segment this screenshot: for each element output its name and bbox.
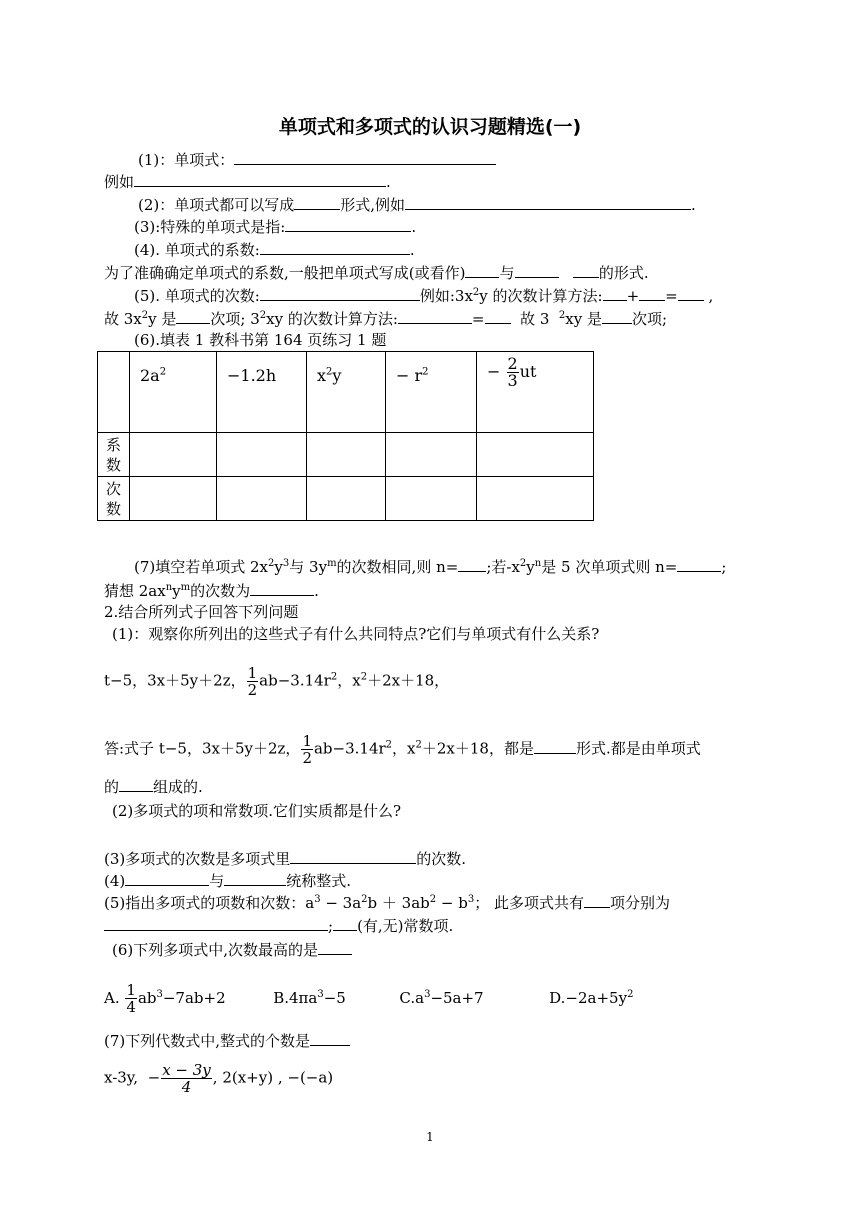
table-cell[interactable] xyxy=(217,433,307,477)
row-label-coefficient: 系数 xyxy=(98,433,130,477)
blank[interactable] xyxy=(485,308,511,324)
table-cell[interactable] xyxy=(386,433,477,477)
table-row xyxy=(98,433,594,477)
question-2-heading: 2.结合所列式子回答下列问题 xyxy=(104,603,299,621)
table-cell[interactable] xyxy=(477,433,594,477)
table-cell[interactable] xyxy=(217,477,307,521)
options-line xyxy=(104,982,633,1015)
blank[interactable] xyxy=(318,939,352,955)
table-header-cell: $2a^2$ xyxy=(130,352,217,433)
question-2-3: (3)多项式的次数是多项式里 的次数. xyxy=(104,850,467,868)
table-cell[interactable] xyxy=(307,433,386,477)
page-number: 1 xyxy=(426,1130,434,1144)
option-d[interactable]: $D.-2a+5y^2$ xyxy=(549,988,634,1007)
question-2-4: (4) 与 统称整式. xyxy=(104,872,352,890)
blank[interactable] xyxy=(639,285,665,301)
row-label-degree: 次数 xyxy=(98,477,130,521)
blank[interactable] xyxy=(602,308,632,324)
answer-line: 答:式子 t−5，3x＋5y＋2z， $\frac{1}{2}$ $ab-3.14r^2$，$x^2+2x+18$，都是 形式.都是由单项式 xyxy=(104,732,701,767)
page-title: 单项式和多项式的认识习题精选(一) xyxy=(278,116,582,138)
question-2-5: (5)指出多项式的项数和次数：$a^3 - 3a^2b + 3ab^2 - b^3$； 此多项式共有 项分别为 xyxy=(104,894,671,912)
item-7: (7)填空若单项式 $2x^2y^3$与 $3y^m$的次数相同,则 n= ;若$-x^2y^n$是 5 次单项式则 n= ; xyxy=(134,558,727,576)
table-cell[interactable] xyxy=(130,433,217,477)
blank[interactable] xyxy=(465,262,499,278)
item-3: (3):特殊的单项式是指: . xyxy=(134,218,417,236)
blank[interactable] xyxy=(260,285,420,301)
question-2-5-cont: ; (有,无)常数项. xyxy=(104,915,453,936)
blank[interactable] xyxy=(250,580,314,596)
blank[interactable] xyxy=(333,915,357,931)
item-4: (4). 单项式的系数: . xyxy=(134,241,415,259)
blank[interactable] xyxy=(176,308,210,324)
table-cell[interactable] xyxy=(477,477,594,521)
question-2-7: (7)下列代数式中,整式的个数是 xyxy=(104,1030,350,1051)
table-header-cell: $x^2y$ xyxy=(307,352,386,433)
blank[interactable] xyxy=(104,915,328,931)
blank[interactable] xyxy=(677,556,721,572)
fraction: $\frac{x - 3y}{4}$ xyxy=(162,1061,211,1096)
expression-list-2: x-3y, − $\frac{x - 3y}{4}$ , 2(x+y) , −(−a) xyxy=(104,1061,334,1096)
table-row xyxy=(98,477,594,521)
blank[interactable] xyxy=(573,262,599,278)
item-1-example: 例如 . xyxy=(104,173,391,191)
item-5-cont: 故 $3x^2y$ 是 次项; $3^2xy$ 的次数计算方法: = 故 3 $^2$xy 是 次项; xyxy=(104,310,668,328)
blank[interactable] xyxy=(125,870,209,886)
fraction: $\frac{1}{2}$ xyxy=(247,664,258,699)
question-2-2: (2)多项式的项和常数项.它们实质都是什么? xyxy=(112,802,402,820)
fraction: $\frac{1}{2}$ xyxy=(302,732,312,767)
table-header-cell: − $\frac{2}{3}$ ut xyxy=(477,352,594,433)
blank[interactable] xyxy=(134,171,386,187)
item-2: (2)：单项式都可以写成 形式,例如 . xyxy=(138,196,696,214)
blank[interactable] xyxy=(534,738,576,754)
table-corner-cell xyxy=(98,352,130,433)
expression-list: t−5，3x＋5y＋2z， $\frac{1}{2}$ $ab-3.14r^2$，$x^2+2x+18$， xyxy=(104,664,450,699)
blank[interactable] xyxy=(285,216,411,232)
blank[interactable] xyxy=(405,194,691,210)
table-header-cell: −1.2h xyxy=(217,352,307,433)
blank[interactable] xyxy=(398,308,472,324)
blank[interactable] xyxy=(603,285,627,301)
blank[interactable] xyxy=(260,239,410,255)
blank[interactable] xyxy=(234,149,496,165)
item-7-cont: 猜想 $2ax^ny^m$的次数为 . xyxy=(104,582,319,600)
item-1: (1)：单项式： xyxy=(138,149,496,170)
item-6: (6).填表 1 教科书第 164 页练习 1 题 xyxy=(134,331,387,349)
table-header-cell: − $r^2$ xyxy=(386,352,477,433)
table-cell[interactable] xyxy=(386,477,477,521)
option-a[interactable]: A. $\frac{1}{4}$ $ab^3-7ab+2$ xyxy=(104,981,226,1016)
blank[interactable] xyxy=(294,194,340,210)
blank[interactable] xyxy=(678,285,704,301)
question-2-6: (6)下列多项式中,次数最高的是 xyxy=(112,939,352,960)
blank[interactable] xyxy=(224,870,286,886)
option-b[interactable]: $B.4\pi a^3-5$ xyxy=(273,988,346,1007)
blank[interactable] xyxy=(515,262,559,278)
blank[interactable] xyxy=(119,776,153,792)
option-c[interactable]: $C.a^3-5a+7$ xyxy=(399,988,484,1007)
question-2-1: (1)：观察你所列出的这些式子有什么共同特点?它们与单项式有什么关系? xyxy=(112,625,600,643)
blank[interactable] xyxy=(458,556,486,572)
table-cell[interactable] xyxy=(307,477,386,521)
coefficient-degree-table xyxy=(97,351,594,521)
answer-line-cont: 的 组成的. xyxy=(104,778,203,796)
blank[interactable] xyxy=(290,848,416,864)
blank[interactable] xyxy=(584,892,610,908)
blank[interactable] xyxy=(310,1030,350,1046)
fraction: $\frac{2}{3}$ xyxy=(507,354,518,390)
table-cell[interactable] xyxy=(130,477,217,521)
item-5: (5). 单项式的次数: 例如$:3x^2y$ 的次数计算方法: + = , xyxy=(134,287,714,305)
item-4-note: 为了准确确定单项式的系数,一般把单项式写成(或看作) 与 的形式. xyxy=(104,264,649,282)
fraction: $\frac{1}{4}$ xyxy=(126,981,136,1016)
table-row xyxy=(98,352,594,433)
